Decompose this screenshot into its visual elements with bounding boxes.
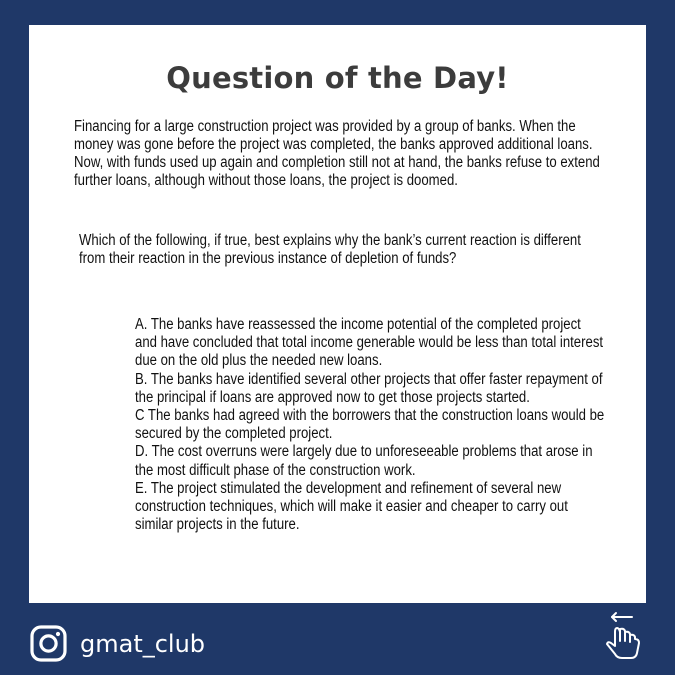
option-b: B. The banks have identified several other projects that offer faster repayment of the principal if loans are approved now to get those projects started. [135, 370, 603, 406]
instagram-handle[interactable]: gmat_club [80, 630, 206, 658]
option-a: A. The banks have reassessed the income potential of the completed project and have concluded that total income generable would be less than total interest due on the old plus the needed new loans. [135, 316, 604, 370]
option-c: C The banks had agreed with the borrowers that the construction loans would be secured by the completed project. [135, 407, 605, 443]
instagram-icon[interactable] [30, 625, 67, 662]
question-text: Which of the following, if true, best explains why the bank’s current reaction is different from their reaction in the previous instance of depletion of funds? [79, 232, 581, 267]
swipe-hand-icon [602, 610, 644, 662]
page-title: Question of the Day! [166, 61, 509, 95]
answer-options [135, 316, 606, 534]
passage-text: Financing for a large construction project was provided by a group of banks. When the money was gone before the project was completed, the banks approved additional loans. Now, with funds used up again and completion still not at hand, the banks refuse to extend further loans, although without those loans, the project is doomed. [74, 118, 600, 189]
option-e: E. The project stimulated the development and refinement of several new construction techniques, which will make it easier and cheaper to carry out similar projects in the future. [135, 479, 568, 534]
option-d: D. The cost overruns were largely due to unforeseeable problems that arose in the most difficult phase of the construction work. [135, 443, 593, 479]
